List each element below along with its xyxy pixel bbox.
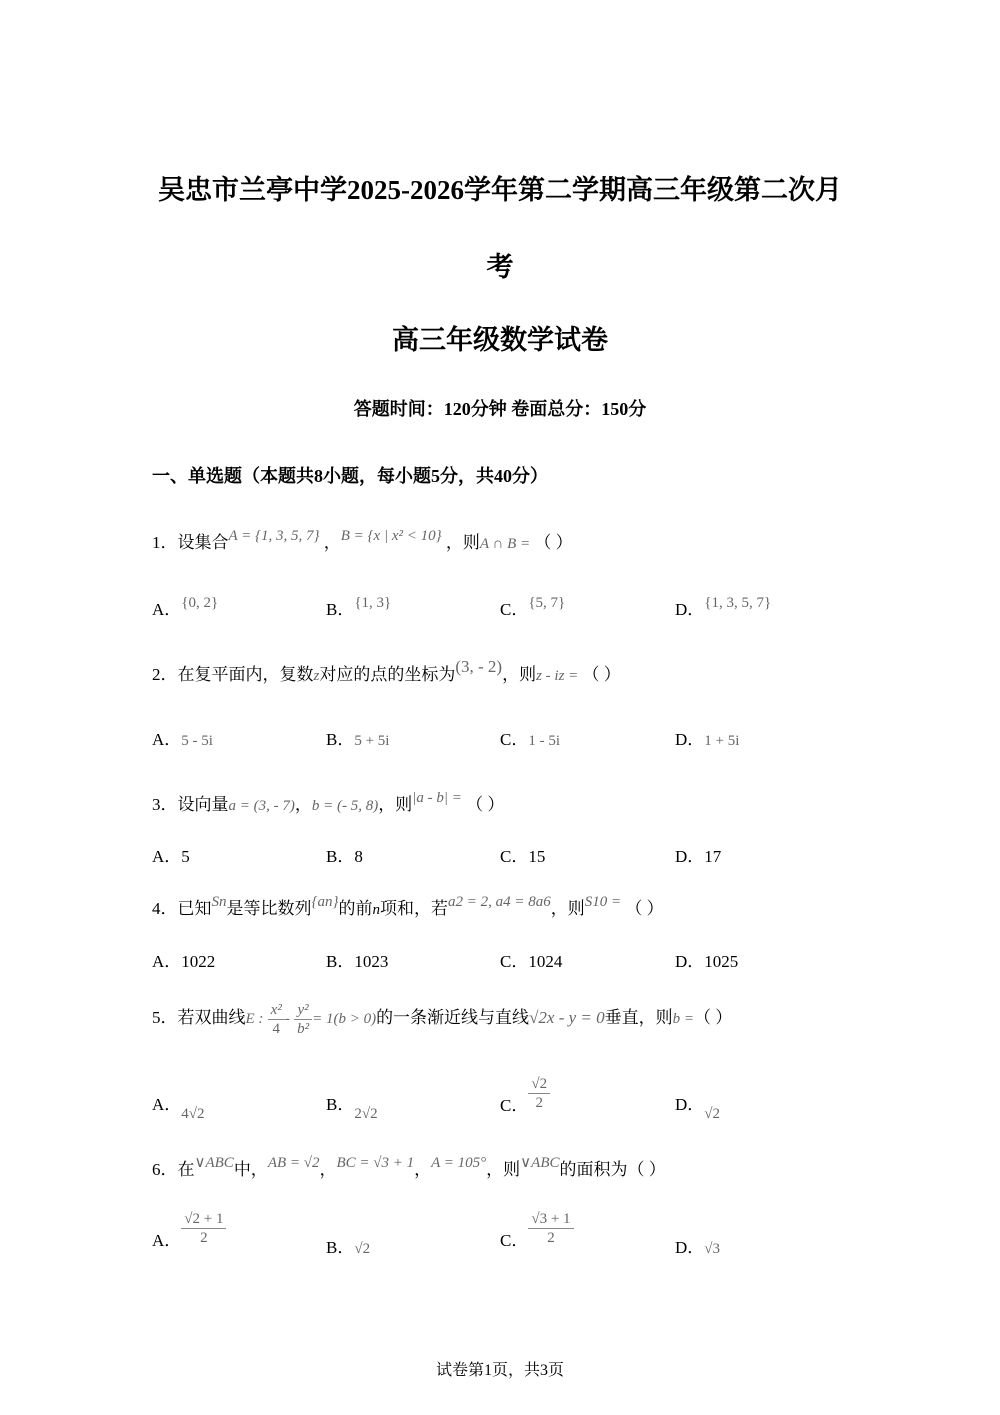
q5-option-b[interactable]: B．2√2 bbox=[326, 1095, 378, 1122]
page-footer: 试卷第1页，共3页 bbox=[435, 1362, 564, 1379]
q4-option-a[interactable]: A．1022 bbox=[152, 952, 216, 971]
question-2: 2．在复平面内，复数z对应的点的坐标为(3, - 2)，则z - iz = （ ） bbox=[152, 657, 621, 684]
hyperbola-fraction-x: $\frac{\text{x²}}{4}$ bbox=[268, 1001, 285, 1038]
exam-subtitle: 高三年级数学试卷 bbox=[392, 325, 608, 355]
q1-option-c[interactable]: C．{5, 7} bbox=[500, 595, 566, 619]
q5-option-a[interactable]: A．4√2 bbox=[152, 1095, 205, 1122]
vector-norm-expr: |a - b| = bbox=[412, 790, 462, 806]
q2-option-b[interactable]: B．5 + 5i bbox=[326, 730, 390, 749]
q4-option-d[interactable]: D．1025 bbox=[675, 952, 739, 971]
q1-option-a[interactable]: A．{0, 2} bbox=[152, 595, 219, 619]
question-6: 6．在∨ABC中，AB = √2，BC = √3 + 1，A = 105°，则∨ABC的面积为（ ） bbox=[152, 1155, 666, 1179]
vector-b: b = (- 5, 8) bbox=[311, 798, 379, 814]
question-5: 5．若双曲线E : $\frac{\text{x²}}{4}$ - $\frac{\text{y²}}{\text{b²}}$ = 1(b > 0)的一条渐近线与直线√2x - y = 0垂直，则b =（ ） bbox=[152, 1001, 733, 1037]
vector-a: a = (3, - 7) bbox=[228, 798, 295, 814]
q6-option-c[interactable]: C． $\frac{√3 + 1}{2}$ bbox=[500, 1210, 574, 1247]
question-4: 4．已知Sn是等比数列{an}的前n项和，若a2 = 2, a4 = 8a6，则S10 = （ ） bbox=[152, 894, 664, 918]
q6-option-b[interactable]: B．√2 bbox=[326, 1238, 371, 1257]
complex-expr: z - iz = bbox=[536, 668, 579, 684]
q5-option-d[interactable]: D．√2 bbox=[675, 1095, 721, 1122]
set-b: B = {x | x² < 10} bbox=[340, 528, 442, 544]
q2-option-c[interactable]: C．1 - 5i bbox=[500, 730, 561, 749]
hyperbola-fraction-y: $\frac{\text{y²}}{\text{b²}}$ bbox=[294, 1001, 312, 1038]
q3-option-a[interactable]: A．5 bbox=[152, 847, 190, 866]
exam-time-info: 答题时间：120分钟 卷面总分：150分 bbox=[353, 399, 647, 419]
q6-option-a[interactable]: A． $\frac{√2 + 1}{2}$ bbox=[152, 1210, 226, 1247]
q2-option-a[interactable]: A．5 - 5i bbox=[152, 730, 213, 749]
q6-option-d[interactable]: D．√3 bbox=[675, 1238, 721, 1257]
exam-title-line2: 考 bbox=[486, 252, 514, 282]
point-coordinate: (3, - 2) bbox=[455, 657, 503, 676]
line-equation: √2x - y = 0 bbox=[529, 1008, 605, 1027]
intersection-expr: A ∩ B = bbox=[479, 536, 531, 552]
q5-option-c[interactable]: C． $\frac{√2}{2}$ bbox=[500, 1075, 550, 1112]
section-heading: 一、单选题（本题共8小题，每小题5分，共40分） bbox=[152, 466, 548, 486]
triangle-symbol: ∨ABC bbox=[194, 1155, 234, 1171]
q4-option-b[interactable]: B．1023 bbox=[326, 952, 389, 971]
question-3: 3．设向量a = (3, - 7)，b = (- 5, 8)，则|a - b| = （ ） bbox=[152, 790, 505, 814]
sequence-condition: a2 = 2, a4 = 8a6 bbox=[448, 894, 551, 910]
question-1: 1．设集合A = {1, 3, 5, 7} ，B = {x | x² < 10} ，则A ∩ B = （ ） bbox=[152, 528, 573, 552]
set-a: A = {1, 3, 5, 7} bbox=[228, 528, 320, 544]
q1-option-b[interactable]: B．{1, 3} bbox=[326, 595, 392, 619]
q3-option-d[interactable]: D．17 bbox=[675, 847, 722, 866]
q1-option-d[interactable]: D．{1, 3, 5, 7} bbox=[675, 595, 772, 619]
q4-option-c[interactable]: C．1024 bbox=[500, 952, 563, 971]
q2-option-d[interactable]: D．1 + 5i bbox=[675, 730, 740, 749]
q3-option-b[interactable]: B．8 bbox=[326, 847, 363, 866]
q3-option-c[interactable]: C．15 bbox=[500, 847, 546, 866]
exam-title-line1: 吴忠市兰亭中学2025-2026学年第二学期高三年级第二次月 bbox=[158, 175, 842, 205]
